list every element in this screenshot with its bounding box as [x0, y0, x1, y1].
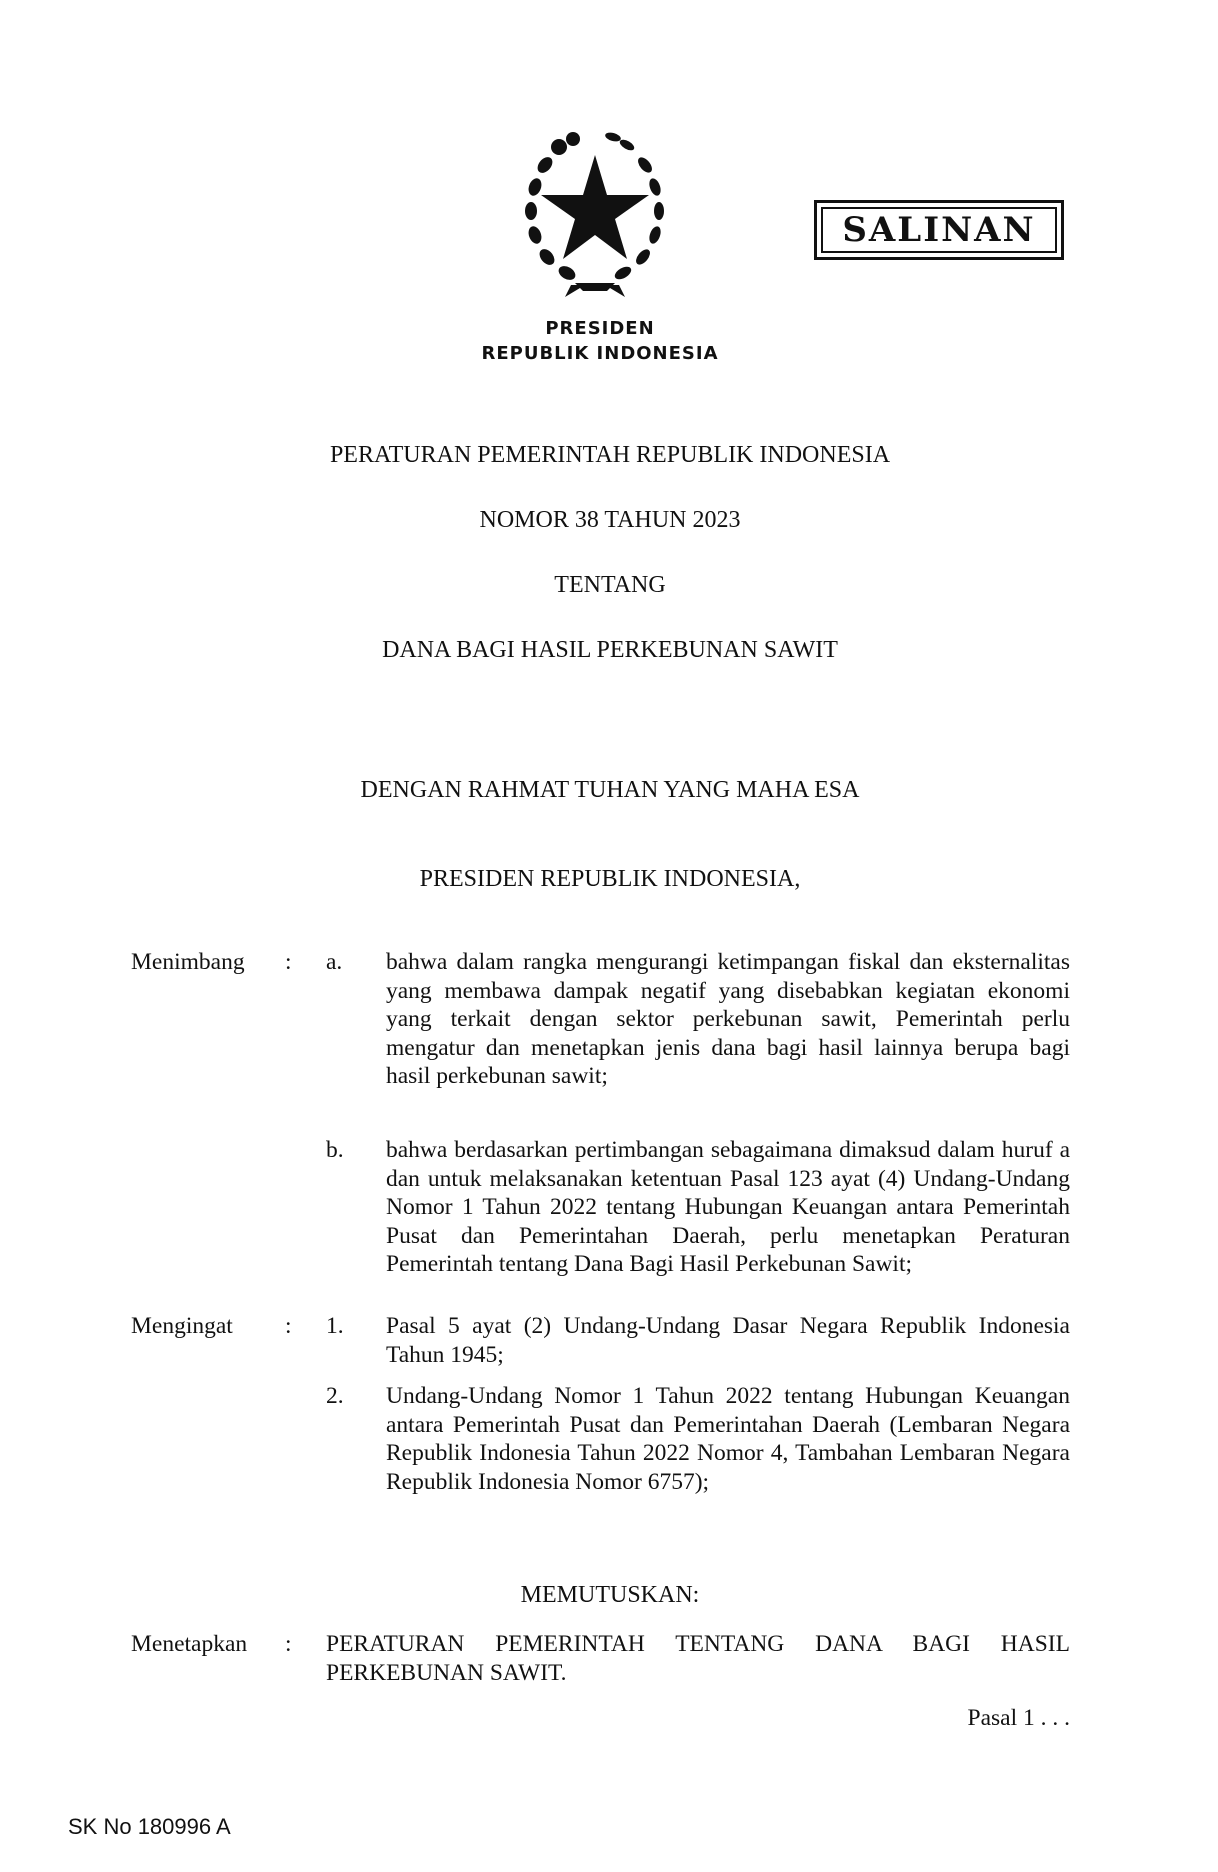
- menimbang-b-text: bahwa berdasarkan pertimbangan sebagaimana dimaksud dalam huruf a dan untuk melaksanakan ketentuan Pasal 123 ayat (4) Undang-Undang Nomor 1 Tahun 2022 tentang Hubungan Keuangan antara Pemerintah Pusat dan Pemerintahan Daerah, perlu menetapkan Peraturan Pemerintah tentang Dana Bagi Hasil Perkebunan Sawit;: [386, 1137, 1070, 1277]
- president-heading: PRESIDEN REPUBLIK INDONESIA,: [419, 866, 801, 892]
- mengingat-1-text: Pasal 5 ayat (2) Undang-Undang Dasar Negara Republik Indonesia Tahun 1945;: [386, 1313, 1070, 1368]
- garuda-star-emblem-icon: [515, 125, 675, 300]
- mengingat-2-marker: 2.: [326, 1383, 344, 1409]
- menetapkan-label: Menetapkan: [131, 1631, 248, 1657]
- menimbang-colon: :: [285, 949, 292, 975]
- mengingat-label: Mengingat: [131, 1313, 233, 1339]
- regulation-title: PERATURAN PEMERINTAH REPUBLIK INDONESIA: [329, 442, 891, 468]
- menimbang-b-marker: b.: [326, 1137, 344, 1163]
- menimbang-label: Menimbang: [131, 949, 245, 975]
- sk-number: SK No 180996 A: [68, 1814, 231, 1839]
- mengingat-2-text: Undang-Undang Nomor 1 Tahun 2022 tentang Hubungan Keuangan antara Pemerintah Pusat dan Pemerintahan Daerah (Lembaran Negara Republik Indonesia Tahun 2022 Nomor 4, Tambahan Lembaran Negara Republik Indonesia Nomor 6757);: [386, 1383, 1070, 1495]
- mengingat-1-marker: 1.: [326, 1313, 344, 1339]
- menimbang-a-marker: a.: [326, 949, 343, 975]
- menimbang-a-text: bahwa dalam rangka mengurangi ketimpangan fiskal dan eksternalitas yang membawa dampak negatif yang disebabkan kegiatan ekonomi yang terkait dengan sektor perkebunan sawit, Pemerintah perlu mengatur dan menetapkan jenis dana bagi hasil lainnya berupa bagi hasil perkebunan sawit;: [386, 949, 1070, 1089]
- mengingat-colon: :: [285, 1313, 292, 1339]
- emblem-caption-presiden: PRESIDEN: [545, 318, 655, 339]
- regulation-subject: DANA BAGI HASIL PERKEBUNAN SAWIT: [382, 637, 838, 663]
- salinan-stamp-text: SALINAN: [821, 207, 1057, 253]
- next-page-indicator: Pasal 1 . . .: [967, 1705, 1070, 1731]
- regulation-tentang: TENTANG: [554, 572, 666, 598]
- menetapkan-text: PERATURAN PEMERINTAH TENTANG DANA BAGI HASIL PERKEBUNAN SAWIT.: [326, 1631, 1070, 1686]
- salinan-stamp: [814, 200, 1064, 260]
- invocation: DENGAN RAHMAT TUHAN YANG MAHA ESA: [360, 777, 860, 803]
- emblem-caption-republik: REPUBLIK INDONESIA: [481, 343, 719, 364]
- menetapkan-colon: :: [285, 1631, 292, 1657]
- regulation-number: NOMOR 38 TAHUN 2023: [479, 507, 741, 533]
- memutuskan-heading: MEMUTUSKAN:: [520, 1582, 700, 1608]
